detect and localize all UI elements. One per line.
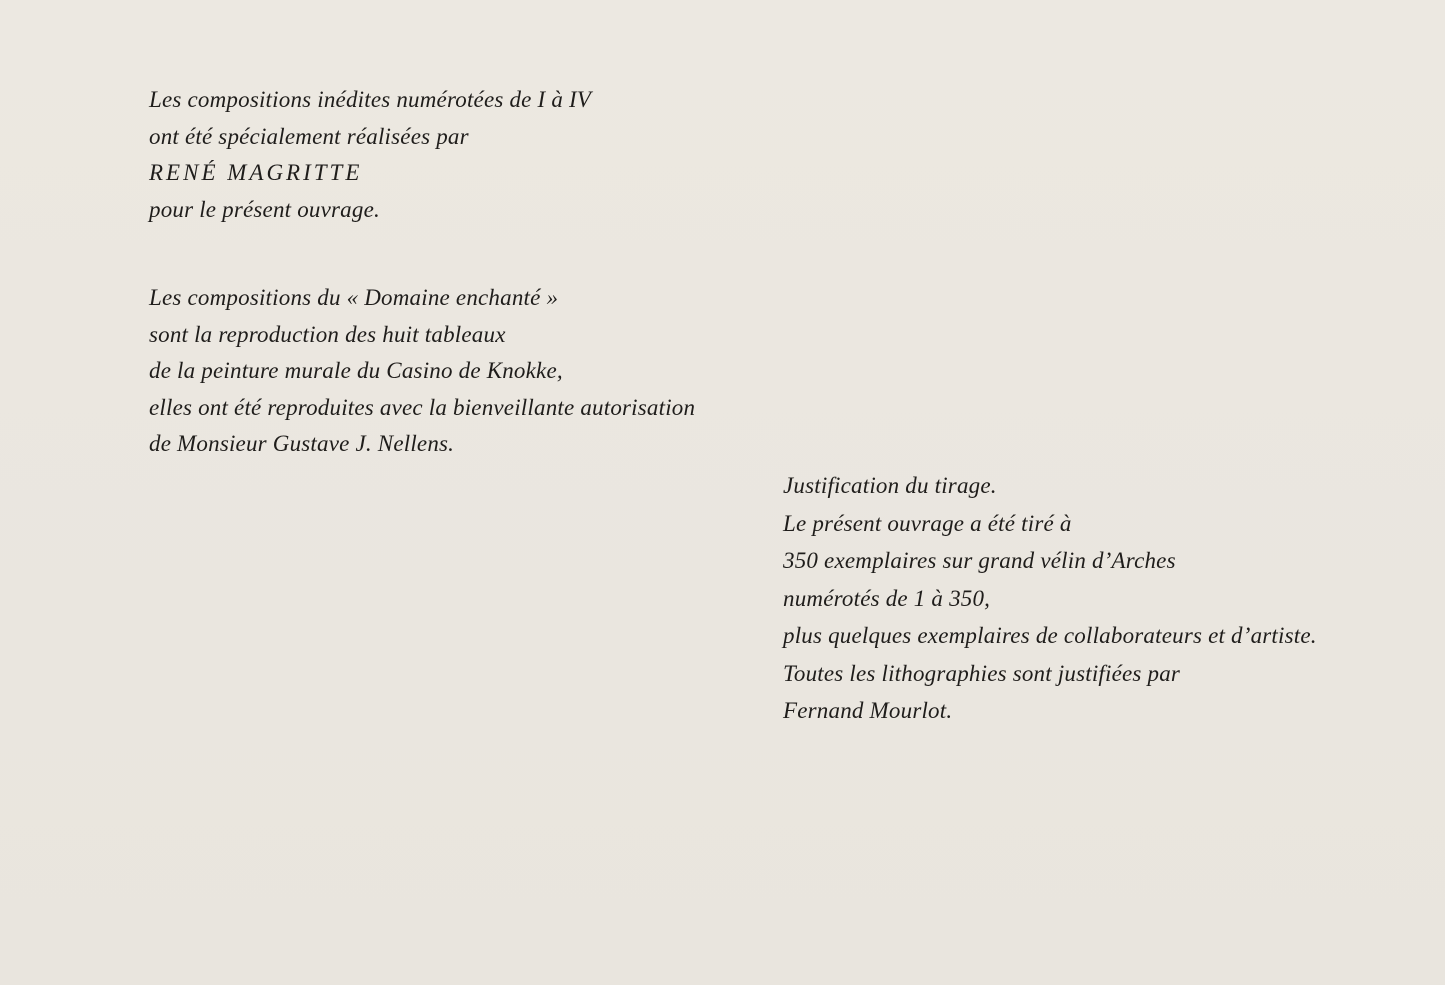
print-run-line: 350 exemplaires sur grand vélin d’Arches [783,548,1176,573]
source-line: Les compositions du « Domaine enchanté » [149,285,559,310]
source-line: sont la reproduction des huit tableaux [149,321,506,347]
print-run-paragraph [783,467,1317,730]
source-line: elles ont été reproduites avec la bienveillante autorisation [149,394,696,420]
print-run-heading: Justification du tirage. [783,473,997,498]
print-run-line: plus quelques exemplaires de collaborateurs et d’artiste. [783,623,1317,648]
print-run-line: Toutes les lithographies sont justifiées par [783,660,1181,686]
intro-line: Les compositions inédites numérotées de I à IV [149,87,592,112]
intro-line: ont été spécialement réalisées par [149,123,469,149]
artist-name: RENÉ MAGRITTE [149,160,363,185]
intro-line: pour le présent ouvrage. [149,196,380,222]
print-run-line: Le présent ouvrage a été tiré à [783,510,1072,536]
printer-name: Fernand Mourlot. [783,698,953,723]
intro-paragraph [149,82,591,228]
source-paragraph [149,280,695,463]
print-run-line: numérotés de 1 à 350, [783,585,991,611]
source-line: de Monsieur Gustave J. Nellens. [149,431,455,456]
source-line: de la peinture murale du Casino de Knokke, [149,358,563,383]
